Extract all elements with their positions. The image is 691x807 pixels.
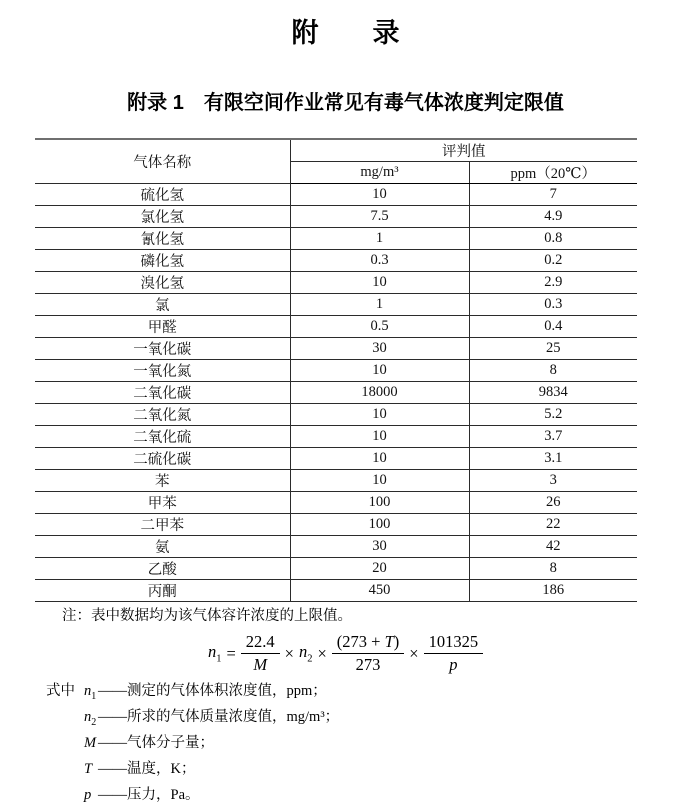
conversion-formula xyxy=(208,632,483,675)
ppm-value-cell: 3.1 xyxy=(469,448,637,470)
table-body xyxy=(35,184,637,602)
ppm-value-cell: 0.2 xyxy=(469,250,637,272)
temp-num-pre: (273 + xyxy=(336,632,385,651)
ppm-value-cell: 186 xyxy=(469,580,637,602)
mg-value-cell: 18000 xyxy=(290,382,469,404)
table-row xyxy=(35,206,637,228)
ppm-value-cell: 42 xyxy=(469,536,637,558)
gas-name-cell: 溴化氢 xyxy=(35,272,290,294)
table-row xyxy=(35,382,637,404)
ppm-value-cell: 22 xyxy=(469,514,637,536)
fraction-temperature xyxy=(332,632,405,675)
table-row xyxy=(35,228,637,250)
table-row xyxy=(35,294,637,316)
definition-line xyxy=(46,785,691,807)
ppm-value-cell: 0.4 xyxy=(469,316,637,338)
gas-name-cell: 二氧化硫 xyxy=(35,426,290,448)
gas-name-header: 气体名称 xyxy=(35,139,290,184)
ppm-value-cell: 0.3 xyxy=(469,294,637,316)
symbol-subscript: 1 xyxy=(91,690,97,702)
fraction-denominator xyxy=(253,654,267,675)
ppm-value-cell: 4.9 xyxy=(469,206,637,228)
appendix-1-heading: 附录 1 有限空间作业常见有毒气体浓度判定限值 xyxy=(127,92,564,114)
gas-name-cell: 乙酸 xyxy=(35,558,290,580)
formula-n2 xyxy=(299,642,313,664)
appendix-title: 附 录 xyxy=(291,18,400,48)
gas-name-cell: 二甲苯 xyxy=(35,514,290,536)
fraction-numerator: 101325 xyxy=(424,632,484,654)
ppm-value-cell: 8 xyxy=(469,558,637,580)
mg-value-cell: 10 xyxy=(290,404,469,426)
mg-value-cell: 1 xyxy=(290,294,469,316)
mg-value-cell: 100 xyxy=(290,492,469,514)
mg-value-cell: 10 xyxy=(290,448,469,470)
equals-sign: = xyxy=(226,643,236,663)
formula-container xyxy=(0,632,691,675)
variable-symbol xyxy=(84,707,98,733)
fraction-denominator: 273 xyxy=(355,655,381,674)
table-row xyxy=(35,514,637,536)
ppm-value-cell: 8 xyxy=(469,360,637,382)
table-row xyxy=(35,404,637,426)
gas-name-cell: 氰化氢 xyxy=(35,228,290,250)
table-row xyxy=(35,448,637,470)
gas-name-cell: 二氧化碳 xyxy=(35,382,290,404)
mg-value-cell: 450 xyxy=(290,580,469,602)
table-row xyxy=(35,250,637,272)
mg-value-cell: 10 xyxy=(290,184,469,206)
mg-value-cell: 30 xyxy=(290,338,469,360)
gas-name-cell: 丙酮 xyxy=(35,580,290,602)
ppm-value-cell: 0.8 xyxy=(469,228,637,250)
mg-value-cell: 0.3 xyxy=(290,250,469,272)
ppm-value-cell: 7 xyxy=(469,184,637,206)
ppm-value-cell: 3 xyxy=(469,470,637,492)
pressure-var: p xyxy=(449,655,458,674)
ppm-value-cell: 26 xyxy=(469,492,637,514)
molar-mass-var: M xyxy=(253,655,268,674)
gas-name-cell: 苯 xyxy=(35,470,290,492)
gas-name-cell: 二硫化碳 xyxy=(35,448,290,470)
mg-value-cell: 20 xyxy=(290,558,469,580)
gas-name-cell: 甲苯 xyxy=(35,492,290,514)
definition-line xyxy=(46,681,691,707)
definition-text: ——所求的气体质量浓度值，mg/m³； xyxy=(98,708,340,725)
table-note: 注：表中数据均为该气体容许浓度的上限值。 xyxy=(62,608,352,624)
unit-mg-header: mg/m³ xyxy=(290,162,469,184)
formula-n1-var: n xyxy=(207,642,217,662)
variable-symbol xyxy=(84,681,98,707)
mg-value-cell: 10 xyxy=(290,470,469,492)
formula-n1 xyxy=(208,642,222,664)
gas-name-cell: 硫化氢 xyxy=(35,184,290,206)
ppm-value-cell: 2.9 xyxy=(469,272,637,294)
variable-symbol xyxy=(84,785,98,807)
table-row xyxy=(35,492,637,514)
table-row xyxy=(35,338,637,360)
mg-value-cell: 7.5 xyxy=(290,206,469,228)
ppm-value-cell: 25 xyxy=(469,338,637,360)
symbol-subscript: 2 xyxy=(91,716,97,728)
gas-name-cell: 氯化氢 xyxy=(35,206,290,228)
gas-name-cell: 甲醛 xyxy=(35,316,290,338)
mg-value-cell: 1 xyxy=(290,228,469,250)
variable-definitions xyxy=(46,681,691,807)
symbol-letter: T xyxy=(84,760,93,777)
formula-n1-sub: 1 xyxy=(216,653,222,665)
variable-symbol xyxy=(84,759,98,785)
gas-name-cell: 二氧化氮 xyxy=(35,404,290,426)
mg-value-cell: 100 xyxy=(290,514,469,536)
formula-n2-var: n xyxy=(298,642,308,662)
ppm-value-cell: 9834 xyxy=(469,382,637,404)
mg-value-cell: 10 xyxy=(290,360,469,382)
gas-name-cell: 氨 xyxy=(35,536,290,558)
table-row xyxy=(35,316,637,338)
table-row xyxy=(35,426,637,448)
fraction-pressure xyxy=(424,632,484,675)
symbol-letter: n xyxy=(84,683,92,699)
temp-num-post: ) xyxy=(393,632,400,651)
definition-text: ——测定的气体体积浓度值，ppm； xyxy=(98,683,327,699)
gas-limits-table xyxy=(35,138,637,602)
ppm-value-cell: 3.7 xyxy=(469,426,637,448)
mg-value-cell: 10 xyxy=(290,426,469,448)
mg-value-cell: 10 xyxy=(290,272,469,294)
gas-name-cell: 氯 xyxy=(35,294,290,316)
symbol-letter: p xyxy=(84,786,92,803)
judgment-value-header: 评判值 xyxy=(290,139,637,162)
definition-text: ——温度，K； xyxy=(98,760,196,777)
table-row xyxy=(35,184,637,206)
multiply-sign: × xyxy=(409,643,419,663)
fraction-molar-volume xyxy=(241,632,280,675)
gas-name-cell: 磷化氢 xyxy=(35,250,290,272)
table-row xyxy=(35,536,637,558)
definition-line xyxy=(46,707,691,733)
table-header xyxy=(35,139,637,184)
formula-n2-sub: 2 xyxy=(307,653,313,665)
multiply-sign: × xyxy=(317,643,327,663)
fraction-numerator: 22.4 xyxy=(241,632,280,654)
fraction-denominator xyxy=(449,654,457,675)
table-row xyxy=(35,580,637,602)
symbol-letter: n xyxy=(84,708,92,725)
table-row xyxy=(35,558,637,580)
temperature-var: T xyxy=(384,632,394,651)
symbol-letter: M xyxy=(84,734,97,751)
gas-name-cell: 一氧化氮 xyxy=(35,360,290,382)
mg-value-cell: 0.5 xyxy=(290,316,469,338)
header-row-1 xyxy=(35,139,637,162)
table-row xyxy=(35,272,637,294)
definition-line xyxy=(46,759,691,785)
multiply-sign: × xyxy=(284,643,294,663)
definitions-prefix: 式中 xyxy=(46,683,75,699)
definition-text: ——气体分子量； xyxy=(98,734,214,751)
definition-line xyxy=(46,733,691,759)
mg-value-cell: 30 xyxy=(290,536,469,558)
variable-symbol xyxy=(84,733,98,759)
gas-name-cell: 一氧化碳 xyxy=(35,338,290,360)
fraction-numerator xyxy=(332,632,405,654)
definition-text: ——压力，Pa。 xyxy=(98,786,200,803)
table-row xyxy=(35,470,637,492)
table-row xyxy=(35,360,637,382)
unit-ppm-header: ppm（20℃） xyxy=(469,162,637,184)
ppm-value-cell: 5.2 xyxy=(469,404,637,426)
